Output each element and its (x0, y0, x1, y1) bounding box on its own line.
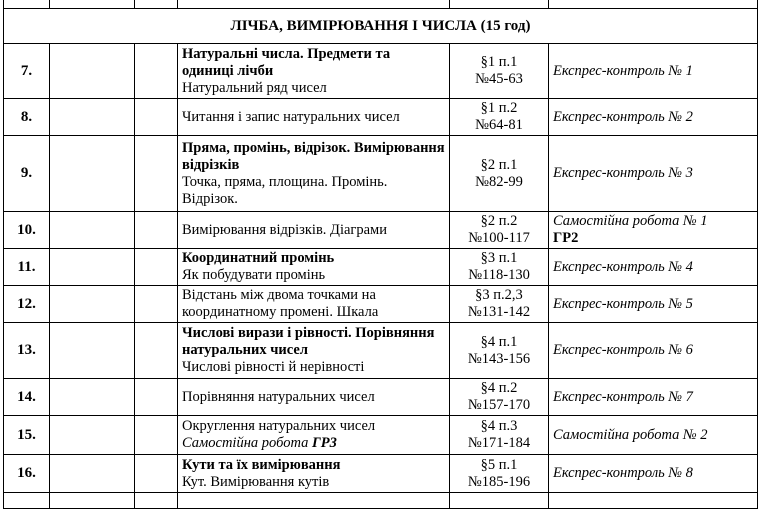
lesson-number: 16. (4, 455, 50, 493)
paragraph: §4 п.2 (480, 380, 518, 396)
table-row (4, 212, 758, 249)
topic-sub: Кут. Вимірювання кутів (182, 473, 330, 490)
topic-sub: Як побудувати промінь (182, 267, 326, 283)
lesson-topic (178, 455, 450, 493)
exercise-range: №100-117 (468, 230, 530, 246)
table-row (4, 136, 758, 212)
lesson-number: 13. (4, 323, 50, 379)
control-form: Експрес-контроль № 4 (549, 249, 758, 286)
lesson-number: 8. (4, 99, 50, 136)
lesson-number: 15. (4, 416, 50, 455)
exercise-range: №143-156 (467, 350, 531, 367)
exercise-range: №171-184 (467, 435, 531, 451)
paragraph: §2 п.1 (480, 156, 518, 173)
control-form (549, 212, 758, 249)
topic-sub: Відстань між двома точками на координатному промені. Шкала (182, 287, 379, 320)
textbook-ref (450, 44, 549, 99)
section-header-row (4, 9, 758, 44)
topic-sub: Вимірювання відрізків. Діаграми (182, 221, 387, 238)
topic-title: Кути та їх вимірювання (182, 456, 341, 473)
lesson-topic (178, 286, 450, 323)
lesson-topic (178, 249, 450, 286)
lesson-number: 7. (4, 44, 50, 99)
textbook-ref (450, 249, 549, 286)
exercise-range: №118-130 (468, 267, 530, 283)
topic-sub: Округлення натуральних чисел (182, 418, 376, 434)
table-row (4, 455, 758, 493)
control-form: Самостійна робота № 2 (549, 416, 758, 455)
note-group: ГР3 (311, 435, 337, 451)
lesson-topic (178, 136, 450, 212)
paragraph: §1 п.1 (480, 54, 518, 70)
table-row (4, 323, 758, 379)
lesson-topic (178, 416, 450, 455)
textbook-ref (450, 99, 549, 136)
topic-title: Числові вирази і рівності. Порівняння натуральних чисел (182, 325, 435, 358)
lesson-topic (178, 323, 450, 379)
paragraph: §4 п.1 (480, 333, 518, 350)
control-form: Експрес-контроль № 2 (549, 99, 758, 136)
lesson-topic (178, 99, 450, 136)
control-form: Експрес-контроль № 5 (549, 286, 758, 323)
paragraph: §5 п.1 (480, 456, 518, 473)
lesson-number: 10. (4, 212, 50, 249)
textbook-ref (450, 379, 549, 416)
exercise-range: №64-81 (475, 117, 523, 133)
topic-title: Пряма, промінь, відрізок. Вимірювання відрізків (182, 139, 445, 173)
lesson-number: 11. (4, 249, 50, 286)
table-row-top (4, 0, 758, 9)
control-form: Експрес-контроль № 8 (549, 455, 758, 493)
exercise-range: №45-63 (475, 71, 523, 87)
control-form: Експрес-контроль № 1 (549, 44, 758, 99)
table-row (4, 416, 758, 455)
topic-sub: Читання і запис натуральних чисел (182, 108, 400, 125)
control-form: Експрес-контроль № 6 (549, 323, 758, 379)
paragraph: §2 п.2 (480, 213, 518, 229)
textbook-ref (450, 416, 549, 455)
textbook-ref (450, 286, 549, 323)
textbook-ref (450, 323, 549, 379)
table-row-bottom (4, 493, 758, 509)
topic-title: Натуральні числа. Предмети та одиниці лічби (182, 45, 391, 79)
lesson-plan-table (3, 0, 758, 509)
note-text: Самостійна робота (182, 435, 312, 451)
exercise-range: №185-196 (467, 473, 531, 490)
topic-note (182, 435, 445, 452)
table-row (4, 249, 758, 286)
paragraph: §4 п.3 (480, 418, 518, 434)
control-group: ГР2 (553, 230, 579, 246)
exercise-range: №157-170 (467, 397, 531, 413)
lesson-number: 9. (4, 136, 50, 212)
topic-sub: Числові рівності й нерівності (182, 359, 365, 375)
topic-sub: Натуральний ряд чисел (182, 79, 327, 96)
exercise-range: №131-142 (467, 304, 531, 320)
topic-title: Координатний промінь (182, 250, 335, 266)
control-text: Самостійна робота № 1 (553, 213, 708, 229)
paragraph: §1 п.2 (480, 100, 518, 116)
table-row (4, 379, 758, 416)
exercise-range: №82-99 (475, 173, 523, 190)
lesson-topic (178, 379, 450, 416)
table-row (4, 99, 758, 136)
lesson-number: 12. (4, 286, 50, 323)
table-row (4, 44, 758, 99)
textbook-ref (450, 455, 549, 493)
paragraph: §3 п.1 (480, 250, 518, 266)
topic-sub: Порівняння натуральних чисел (182, 388, 375, 405)
textbook-ref (450, 212, 549, 249)
topic-sub: Точка, пряма, площина. Промінь. Відрізок. (182, 173, 388, 207)
lesson-number: 14. (4, 379, 50, 416)
control-form: Експрес-контроль № 3 (549, 136, 758, 212)
section-title: ЛІЧБА, ВИМІРЮВАННЯ І ЧИСЛА (15 год) (4, 9, 758, 44)
table-row (4, 286, 758, 323)
paragraph: §3 п.2,3 (475, 287, 523, 303)
lesson-topic (178, 44, 450, 99)
textbook-ref (450, 136, 549, 212)
lesson-topic (178, 212, 450, 249)
control-form: Експрес-контроль № 7 (549, 379, 758, 416)
